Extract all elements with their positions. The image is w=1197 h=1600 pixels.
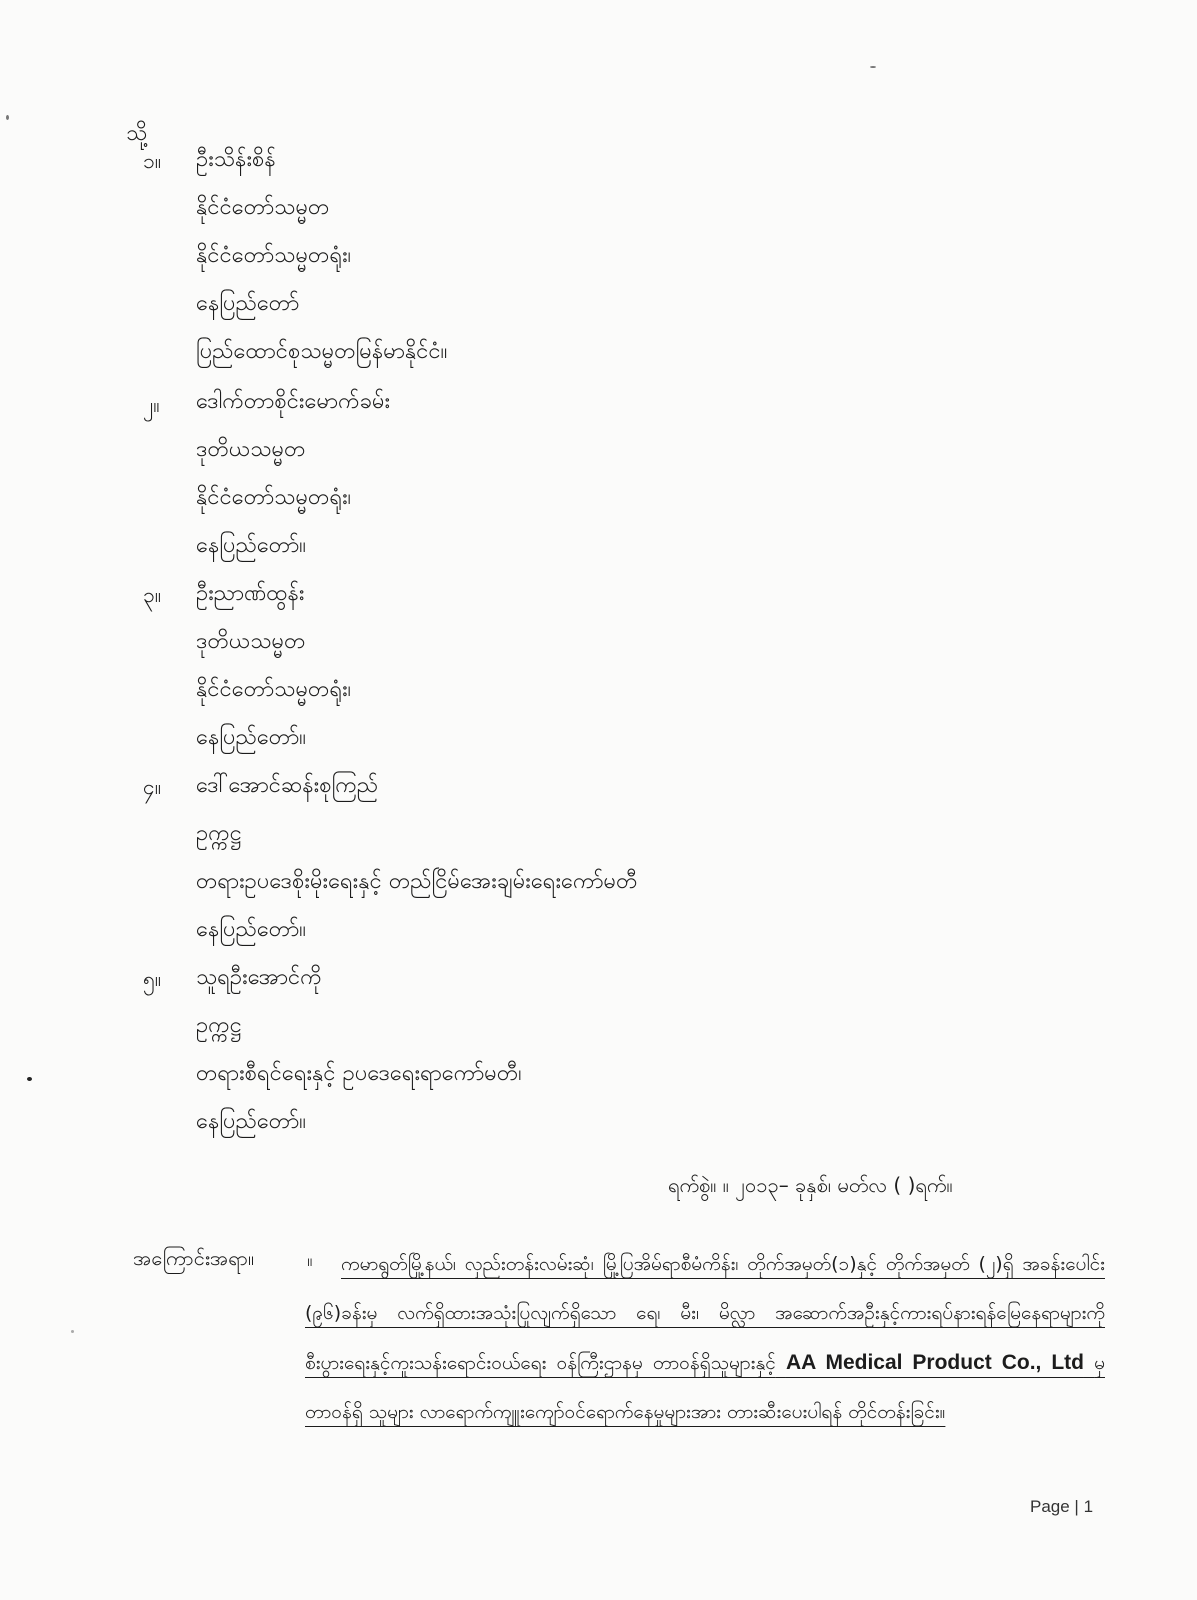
recipient-number: ၂။: [143, 393, 160, 417]
scan-speck: [27, 1077, 32, 1081]
recipient-line: ပြည်ထောင်စုသမ္မတမြန်မာနိုင်ငံ။: [196, 339, 448, 364]
recipient-line: နိုင်ငံတော်သမ္မတရုံး၊: [196, 485, 352, 510]
company-name: AA Medical Product Co., Ltd: [785, 1351, 1084, 1374]
recipient-name: သူရဦးအောင်ကို: [196, 965, 322, 990]
scan-speck: [6, 115, 9, 120]
recipient-name: ဒေါက်တာစိုင်းမောက်ခမ်း: [196, 389, 391, 414]
recipient-line: နိုင်ငံတော်သမ္မတရုံး၊: [196, 677, 352, 702]
recipient-line: နေပြည်တော်။: [196, 725, 306, 750]
scan-speck: [71, 1330, 74, 1333]
recipient-number: ၁။: [143, 149, 162, 173]
page-number: Page | 1: [1030, 1497, 1094, 1516]
recipient-line: တရားစီရင်ရေးနှင့် ဥပဒေရေးရာကော်မတီ၊: [196, 1061, 522, 1086]
recipient-name: ဦးသိန်းစိန်: [196, 147, 276, 172]
recipient-number: ၄။: [143, 775, 162, 799]
scan-speck: [870, 66, 876, 68]
recipient-number: ၃။: [143, 583, 162, 607]
subject-label: အကြောင်းအရာ။: [133, 1246, 255, 1270]
recipient-name: ဦးညာဏ်ထွန်း: [196, 581, 305, 606]
subject-text-part: မှ တာဝန်ရှိ သူများ လာရောက်ကျူးကျော်ဝင်ရောက်နေမှုများအား တားဆီးပေးပါရန် တိုင်တန်းခြင်း။: [305, 1352, 1105, 1423]
recipient-line: ဒုတိယသမ္မတ: [196, 629, 306, 654]
recipient-line: နေပြည်တော်။: [196, 533, 306, 558]
to-label: သို့: [126, 121, 148, 146]
recipient-line: ဒုတိယသမ္မတ: [196, 437, 306, 462]
recipient-line: နေပြည်တော်: [196, 291, 300, 316]
recipient-line: နိုင်ငံတော်သမ္မတရုံး၊: [196, 243, 352, 268]
recipient-line: နေပြည်တော်။: [196, 1109, 306, 1134]
recipient-line: နိုင်ငံတော်သမ္မတ: [196, 195, 330, 220]
subject-text: [305, 1240, 1105, 1437]
recipient-number: ၅။: [143, 967, 162, 991]
subject-text-part: ကမာရွတ်မြို့နယ်၊ လှည်းတန်းလမ်းဆုံ၊ မြို့ပြအိမ်ရာစီမံကိန်း၊ တိုက်အမှတ်(၁)နှင့် တိုက်အမှတ် (၂)ရှိ အခန်းပေါင်း (၉၆)ခန်းမှ လက်ရှိထားအသုံးပြုလျက်ရှိသော ရေ၊ မီး၊ မိလ္လာ အဆောက်အဦးနှင့်ကားရပ်နားရန်မြေနေရာများကို စီးပွားရေးနှင့်ကူးသန်းရောင်းဝယ်ရေး ဝန်ကြီးဌာနမှ တာဝန်ရှိသူများနှင့်: [305, 1253, 1105, 1374]
recipient-line: တရားဥပဒေစိုးမိုးရေးနှင့် တည်ငြိမ်အေးချမ်းရေးကော်မတီ: [196, 869, 638, 894]
date-line: ရက်စွဲ။ ။ ၂၀၁၃– ခုနှစ်၊ မတ်လ ( )ရက်။: [668, 1173, 953, 1197]
subject-mark: ။: [307, 1250, 313, 1271]
recipient-line: ဥက္ကဋ္ဌ: [196, 1013, 242, 1038]
recipient-line: ဥက္ကဋ္ဌ: [196, 821, 242, 846]
recipient-name: ဒေါ်အောင်ဆန်းစုကြည်: [196, 773, 379, 798]
recipient-line: နေပြည်တော်။: [196, 917, 306, 942]
